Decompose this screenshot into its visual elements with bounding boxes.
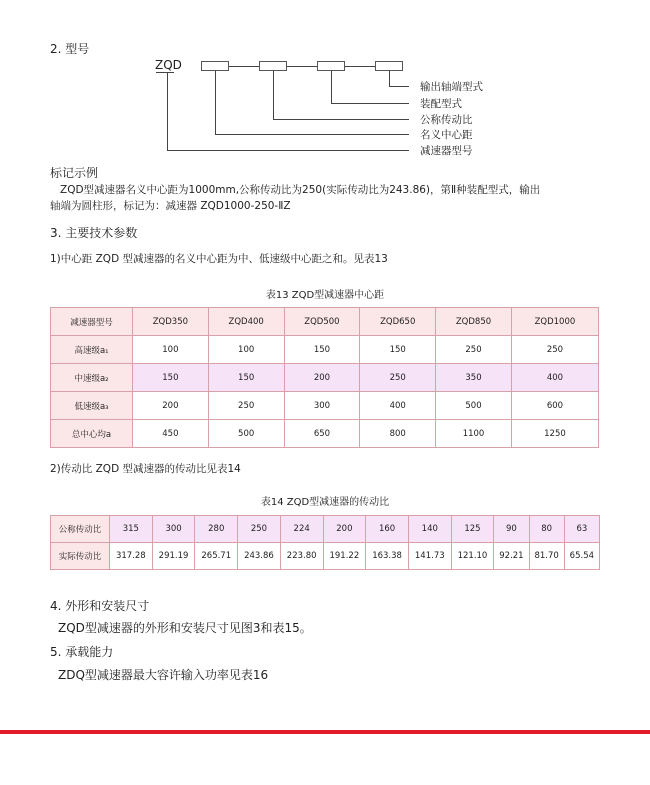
table-cell: 90: [494, 516, 529, 543]
table-cell: 140: [408, 516, 451, 543]
table-cell: 500: [436, 392, 512, 420]
table-cell: 150: [284, 336, 360, 364]
table-14: [50, 515, 600, 570]
leader-h-1: [215, 134, 409, 135]
table-cell: 224: [280, 516, 323, 543]
table-cell: 中速级a₂: [51, 364, 133, 392]
table-row: [51, 364, 599, 392]
section-4-text: ZQD型减速器的外形和安装尺寸见图3和表15。: [58, 621, 312, 635]
table-cell: 280: [195, 516, 238, 543]
table-row: [51, 543, 600, 570]
table-cell: ZQD650: [360, 308, 436, 336]
section-2-title: 2. 型号: [50, 42, 90, 56]
table-cell: 92.21: [494, 543, 529, 570]
table-cell: 400: [360, 392, 436, 420]
table-cell: 450: [133, 420, 209, 448]
table-row: [51, 392, 599, 420]
model-prefix: ZQD: [155, 58, 182, 72]
leader-h-0: [167, 150, 409, 151]
table-cell: 223.80: [280, 543, 323, 570]
table-cell: 100: [208, 336, 284, 364]
leader-v-4: [389, 71, 390, 86]
table-cell: ZQD500: [284, 308, 360, 336]
table-cell: 低速级a₃: [51, 392, 133, 420]
section-4-title: 4. 外形和安装尺寸: [50, 599, 150, 613]
table-cell: 实际传动比: [51, 543, 110, 570]
table-cell: 160: [366, 516, 409, 543]
table-cell: 243.86: [238, 543, 281, 570]
table-cell: ZQD1000: [511, 308, 598, 336]
section-5-title: 5. 承载能力: [50, 645, 114, 659]
code-box-3: [317, 61, 345, 71]
table-cell: 800: [360, 420, 436, 448]
table-cell: 100: [133, 336, 209, 364]
table-cell: 65.54: [564, 543, 599, 570]
section-5-text: ZDQ型减速器最大容许输入功率见表16: [58, 668, 269, 682]
dash-1: [229, 66, 259, 67]
table-cell: 250: [436, 336, 512, 364]
table-13-caption: 表13 ZQD型减速器中心距: [265, 290, 385, 301]
table-cell: 141.73: [408, 543, 451, 570]
ratio-paragraph: 2)传动比 ZQD 型减速器的传动比见表14: [50, 463, 241, 475]
leader-h-3: [331, 103, 409, 104]
table-cell: 1250: [511, 420, 598, 448]
table-cell: 250: [208, 392, 284, 420]
label-nominal-center-distance: 名义中心距: [420, 129, 473, 141]
table-cell: 163.38: [366, 543, 409, 570]
table-cell: 350: [436, 364, 512, 392]
example-line-2: 轴端为圆柱形，标记为：减速器 ZQD1000-250-ⅡZ: [50, 200, 291, 212]
table-cell: 150: [208, 364, 284, 392]
code-box-2: [259, 61, 287, 71]
table-cell: 高速级a₁: [51, 336, 133, 364]
table-cell: 81.70: [529, 543, 564, 570]
table-cell: 650: [284, 420, 360, 448]
table-cell: 250: [360, 364, 436, 392]
dash-2: [287, 66, 317, 67]
table-cell: 200: [323, 516, 366, 543]
leader-v-3: [331, 71, 332, 103]
table-cell: 150: [133, 364, 209, 392]
table-cell: ZQD350: [133, 308, 209, 336]
label-output-shaft: 输出轴端型式: [420, 81, 483, 93]
dash-3: [345, 66, 375, 67]
table-cell: 400: [511, 364, 598, 392]
code-box-1: [201, 61, 229, 71]
table-cell: 317.28: [110, 543, 153, 570]
table-row: [51, 420, 599, 448]
table-cell: 150: [360, 336, 436, 364]
table-cell: 265.71: [195, 543, 238, 570]
red-divider: [0, 730, 650, 734]
table-cell: ZQD400: [208, 308, 284, 336]
table-cell: 315: [110, 516, 153, 543]
table-14-caption: 表14 ZQD型减速器的传动比: [260, 497, 390, 508]
leader-v-1: [215, 71, 216, 134]
leader-v-0: [167, 73, 168, 150]
table-cell: 300: [152, 516, 195, 543]
table-cell: 191.22: [323, 543, 366, 570]
table-cell: 125: [451, 516, 494, 543]
leader-h-4: [389, 86, 409, 87]
label-reducer-model: 减速器型号: [420, 145, 473, 157]
table-cell: 总中心均a: [51, 420, 133, 448]
table-cell: ZQD850: [436, 308, 512, 336]
table-cell: 200: [284, 364, 360, 392]
table-cell: 80: [529, 516, 564, 543]
table-row: [51, 516, 600, 543]
table-cell: 1100: [436, 420, 512, 448]
table-cell: 291.19: [152, 543, 195, 570]
example-line-1: ZQD型减速器名义中心距为1000mm,公称传动比为250(实际传动比为243.86)，第Ⅱ种装配型式，输出: [60, 184, 541, 196]
table-cell: 200: [133, 392, 209, 420]
leader-h-2: [273, 119, 409, 120]
table-cell: 500: [208, 420, 284, 448]
table-row: [51, 308, 599, 336]
center-distance-paragraph: 1)中心距 ZQD 型减速器的名义中心距为中、低速级中心距之和。见表13: [50, 253, 388, 265]
table-cell: 公称传动比: [51, 516, 110, 543]
code-box-4: [375, 61, 403, 71]
table-13: [50, 307, 599, 448]
table-cell: 减速器型号: [51, 308, 133, 336]
label-assembly-type: 装配型式: [420, 98, 462, 110]
section-3-title: 3. 主要技术参数: [50, 226, 138, 240]
table-row: [51, 336, 599, 364]
table-cell: 600: [511, 392, 598, 420]
table-cell: 121.10: [451, 543, 494, 570]
table-cell: 63: [564, 516, 599, 543]
example-heading: 标记示例: [50, 166, 99, 180]
leader-v-2: [273, 71, 274, 119]
table-cell: 250: [238, 516, 281, 543]
label-nominal-ratio: 公称传动比: [420, 114, 473, 126]
table-cell: 300: [284, 392, 360, 420]
table-cell: 250: [511, 336, 598, 364]
prefix-underline: [156, 72, 174, 73]
